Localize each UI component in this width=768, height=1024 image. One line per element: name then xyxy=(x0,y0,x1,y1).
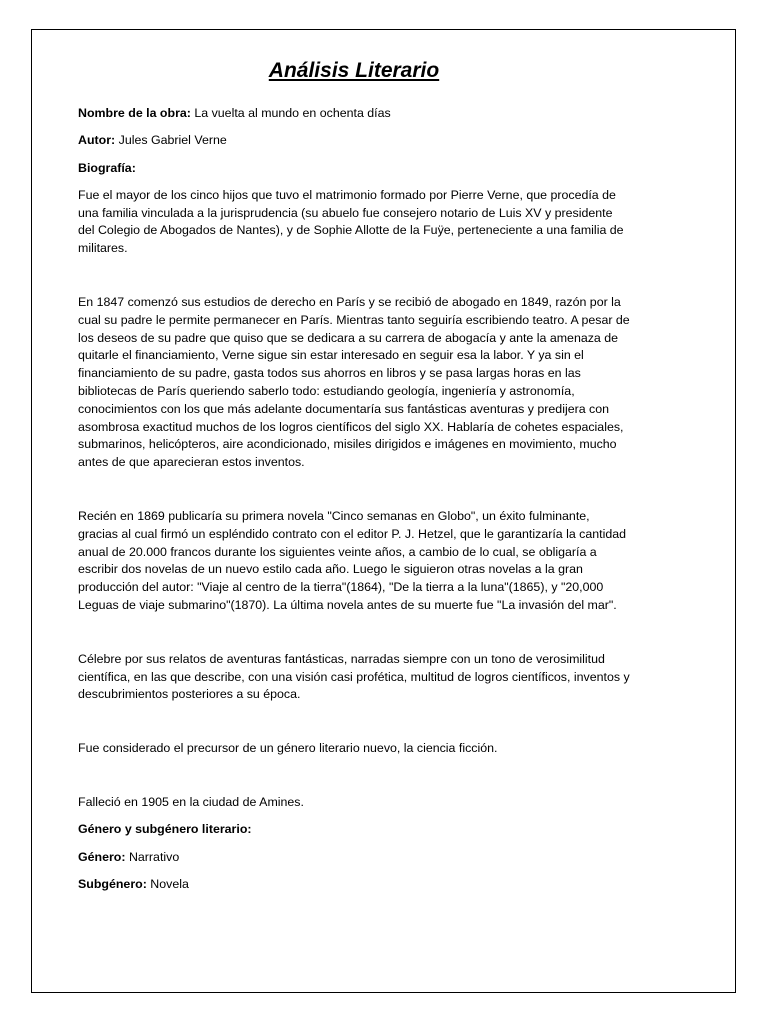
biography-paragraph: Recién en 1869 publicaría su primera novela "Cinco semanas en Globo", un éxito fulminante, gracias al cual firmó un espléndido contrato con el editor P. J. Hetzel, que le garantizaría la cantidad anual de 20.000 francos durante los siguientes veinte años, a cambio de lo cual, se obligaría a escribir dos novelas de un nuevo estilo cada año. Luego le siguieron otras novelas a la gran producción del autor: "Viaje al centro de la tierra"(1864), "De la tierra a la luna"(1865), y "20,000 Leguas de viaje submarino"(1870). La última novela antes de su muerte fue "La invasión del mar". xyxy=(78,509,627,613)
genre-value: Narrativo xyxy=(128,849,180,864)
biography-paragraph: Fue considerado el precursor de un género literario nuevo, la ciencia ficción. xyxy=(78,741,498,756)
biography-heading xyxy=(78,160,630,178)
work-name-value: La vuelta al mundo en ochenta días xyxy=(194,106,391,120)
genre-line xyxy=(78,849,630,867)
genre-label: Género: xyxy=(78,849,126,864)
genre-heading-label: Género y subgénero literario: xyxy=(78,822,252,837)
genre-heading xyxy=(78,821,630,839)
biography-paragraph: Falleció en 1905 en la ciudad de Amines. xyxy=(78,795,304,810)
author-value: Jules Gabriel Verne xyxy=(118,133,227,148)
document-title: Análisis Literario xyxy=(268,59,440,82)
subgenre-value: Novela xyxy=(150,876,189,891)
paragraph-gap xyxy=(78,768,630,795)
paragraph-gap xyxy=(78,624,630,651)
biography-heading-label: Biografía: xyxy=(78,160,136,175)
biography-paragraph: Fue el mayor de los cinco hijos que tuvo el matrimonio formado por Pierre Verne, que procedía de una familia vinculada a la jurisprudencia (su abuelo fue consejero notario de Luis XV y presidente del Colegio de Abogados de Nantes), y de Sophie Allotte de la Fuÿe, perteneciente a una familia de militares. xyxy=(78,187,624,256)
document-body xyxy=(78,56,630,903)
paragraph-gap xyxy=(78,482,630,509)
paragraph-gap xyxy=(78,714,630,741)
author-line xyxy=(78,132,630,150)
author-label: Autor: xyxy=(78,133,116,148)
work-name-line xyxy=(78,105,630,123)
paragraph-gap xyxy=(78,268,630,295)
subgenre-line xyxy=(78,876,630,894)
biography-paragraph: Célebre por sus relatos de aventuras fantásticas, narradas siempre con un tono de verosimilitud científica, en las que describe, con una visión casi profética, multitud de logros científicos, inventos y descubrimientos posteriores a su época. xyxy=(78,651,630,702)
biography-paragraph: En 1847 comenzó sus estudios de derecho en París y se recibió de abogado en 1849, razón por la cual su padre le permite permanecer en París. Mientras tanto seguiría escribiendo teatro. A pesar de los deseos de su padre que quiso que se dedicara a su carrera de abogacía y ante la amenaza de quitarle el financiamiento, Verne sigue sin estar interesado en seguir esa la labor. Y ya sin el financiamiento de su padre, gasta todos sus ahorros en libros y se pasa largas horas en las bibliotecas de París queriendo saberlo todo: estudiando geología, ingeniería y astronomía, conocimientos con los que más adelante documentaría sus fantásticas aventuras y predijera con asombrosa exactitud muchos de los logros científicos del siglo XX. Hablaría de cohetes espaciales, submarinos, helicópteros, aire acondicionado, misiles dirigidos e imágenes en movimiento, mucho antes de que aparecieran estos inventos. xyxy=(78,295,630,470)
subgenre-label: Subgénero: xyxy=(78,876,147,891)
work-name-label: Nombre de la obra: xyxy=(78,106,191,120)
